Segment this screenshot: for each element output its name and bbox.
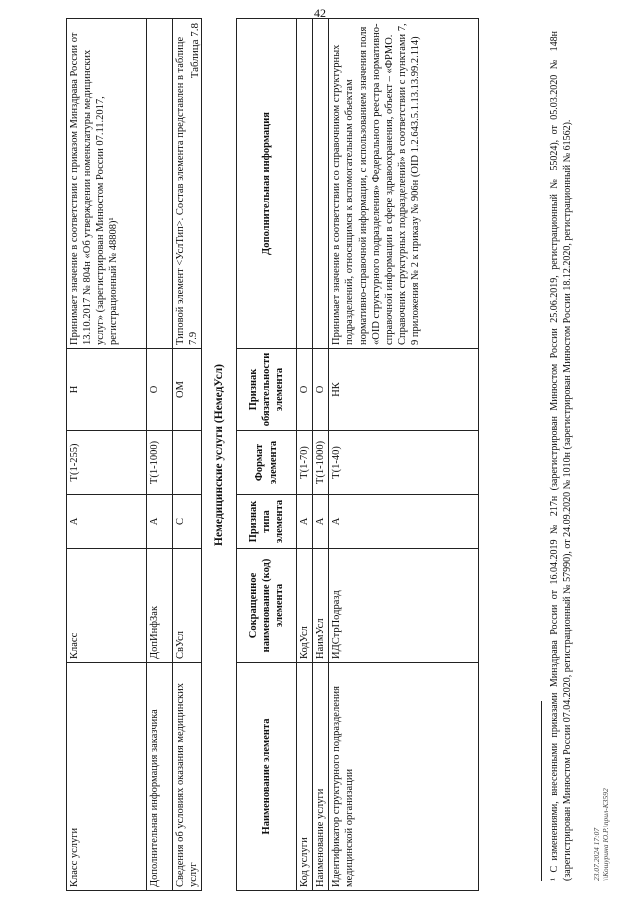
header-required: Признак обязательности элемента xyxy=(237,349,297,431)
header-code: Сокращенное наименование (код) элемента xyxy=(237,549,297,663)
cell-format: T(1-40) xyxy=(329,431,479,495)
table-7-7-continuation xyxy=(66,18,202,891)
header-info: Дополнительная информация xyxy=(237,19,297,349)
cell-format: T(1-70) xyxy=(297,431,313,495)
cell-code: КодУсл xyxy=(297,549,313,663)
page-number: 42 xyxy=(314,6,326,20)
cell-name: Идентификатор структурного подразделения медицинской организации xyxy=(329,663,479,891)
cell-info xyxy=(297,19,313,349)
cell-code: НаимУсл xyxy=(313,549,329,663)
table-row xyxy=(297,19,313,891)
footnote-divider xyxy=(541,701,542,881)
cell-required: О xyxy=(297,349,313,431)
cell-format: T(1-255) xyxy=(67,431,147,495)
table-heading: Немедицинские услуги (НемедУсл) xyxy=(213,364,225,546)
cell-format: T(1-1000) xyxy=(147,431,173,495)
table-header-row xyxy=(237,19,297,891)
cell-name: Класс услуги xyxy=(67,663,147,891)
rotated-page-content xyxy=(66,19,628,891)
stamp-datetime: 23.07.2024 17:07 xyxy=(592,827,601,881)
cell-required: Н xyxy=(67,349,147,431)
table-row xyxy=(313,19,329,891)
table-row xyxy=(147,19,173,891)
cell-type: С xyxy=(173,495,202,549)
cell-code: ИДСтрПодразд xyxy=(329,549,479,663)
cell-name: Наименование услуги xyxy=(313,663,329,891)
cell-format: T(1-1000) xyxy=(313,431,329,495)
header-format: Формат элемента xyxy=(237,431,297,495)
table-row xyxy=(173,19,202,891)
cell-format xyxy=(173,431,202,495)
cell-info xyxy=(147,19,173,349)
table-row xyxy=(67,19,147,891)
cell-required: О xyxy=(313,349,329,431)
cell-required: ОМ xyxy=(173,349,202,431)
table-7-8 xyxy=(236,18,479,891)
cell-name: Сведения об условиях оказания медицинских услуг xyxy=(173,663,202,891)
stamp-path: \\Кошурина Ю.Р.\прил-К3592 xyxy=(601,788,610,881)
table-row xyxy=(329,19,479,891)
cell-info: Принимает значение в соответствии со справочником структурных подразделений, относящимся к вспомогательным объектам нормативно-справочной информации, с использованием значения поля «OID структурного подразделения» Федерального реестра нормативно-справочной информации в сфере здравоохранения, объект – «ФРМО. Справочник структурных подразделений» в соответствии с пунктами 7, 9 приложения № 2 к приказу № 906н (OID 1.2.643.5.1.13.13.99.2.114) xyxy=(329,19,479,349)
cell-code: ДопИнфЗак xyxy=(147,549,173,663)
footnote: ¹ С изменениями, внесенными приказами Минздрава России от 16.04.2019 № 217н (зарегистрирован Минюстом России 25.06.2019, регистрационный № 55024), от 05.03.2020 № 148н (зарегистрирован Минюстом России 07.04.2020, регистрационный № 57990), от 24.09.2020 № 1010н (зарегистрирован Минюстом России 18.12.2020, регистрационный № 61562). xyxy=(549,31,573,881)
cell-name: Код услуги xyxy=(297,663,313,891)
header-name: Наименование элемента xyxy=(237,663,297,891)
cell-info: Принимает значение в соответствии с приказом Минздрава России от 13.10.2017 № 804н «Об утверждении номенклатуры медицинских услуг» (зарегистрирован Минюстом России 07.11.2017, регистрационный № 48808)¹ xyxy=(67,19,147,349)
cell-name: Дополнительная информация заказчика xyxy=(147,663,173,891)
cell-required: НК xyxy=(329,349,479,431)
cell-info: Типовой элемент <УслТип>. Состав элемента представлен в таблице 7.9 xyxy=(173,19,202,349)
cell-type: А xyxy=(329,495,479,549)
cell-code: СвУсл xyxy=(173,549,202,663)
cell-required: О xyxy=(147,349,173,431)
cell-type: А xyxy=(297,495,313,549)
cell-type: А xyxy=(67,495,147,549)
cell-info xyxy=(313,19,329,349)
cell-type: А xyxy=(313,495,329,549)
header-type: Признак типа элемента xyxy=(237,495,297,549)
cell-code: Класс xyxy=(67,549,147,663)
table-caption: Таблица 7.8 xyxy=(189,23,201,79)
print-stamp xyxy=(592,788,610,881)
cell-type: А xyxy=(147,495,173,549)
